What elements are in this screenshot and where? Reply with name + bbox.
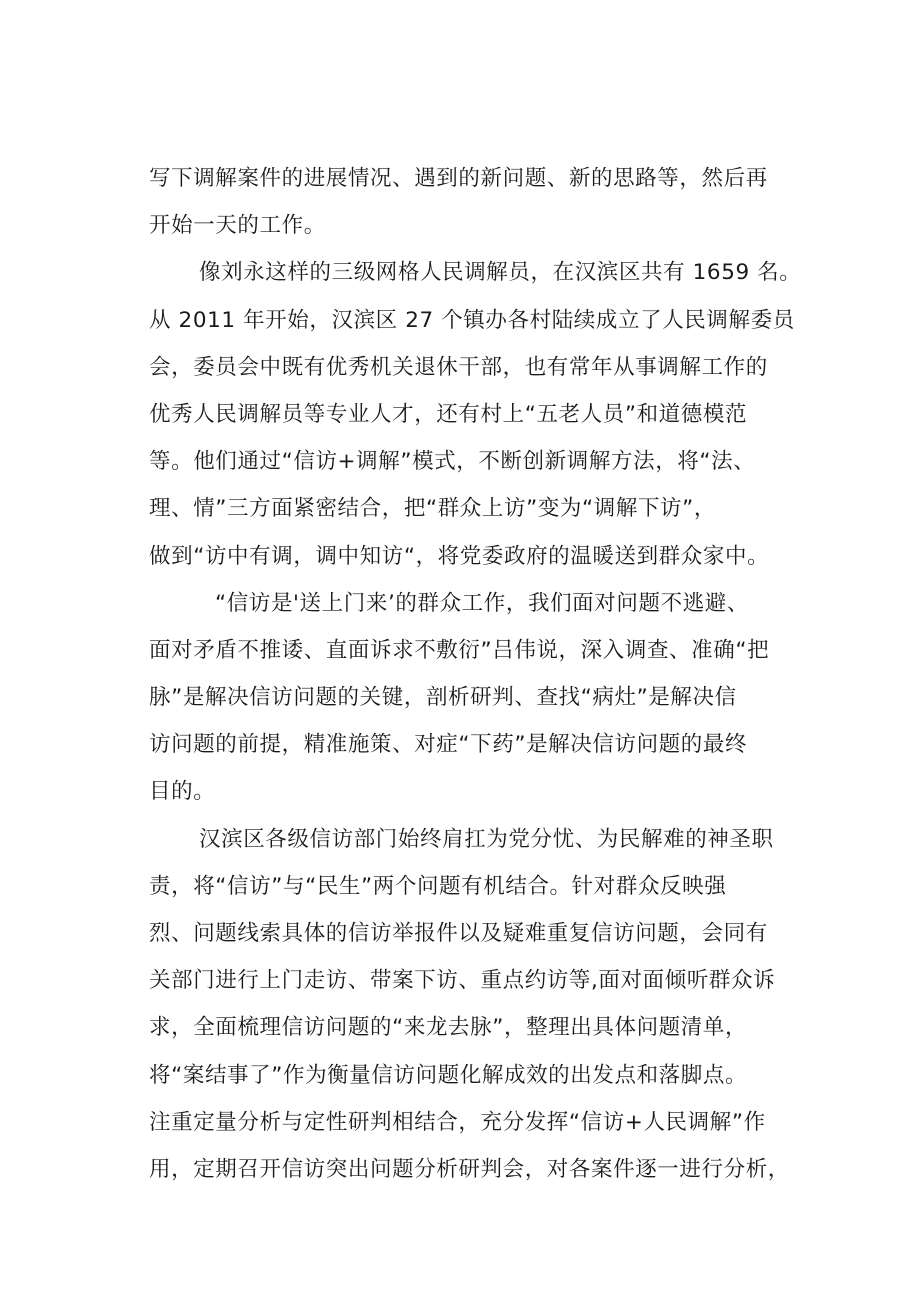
text-line: 面对矛盾不推诿、直面诉求不敷衍”吕伟说，深入调查、准确“把 [149, 637, 770, 663]
text-line: 会，委员会中既有优秀机关退休干部，也有常年从事调解工作的 [149, 354, 768, 380]
text-line: 将“案结事了”作为衡量信访问题化解成效的出发点和落脚点。 [149, 1062, 748, 1088]
text-line: 求，全面梳理信访问题的“来龙去脉”，整理出具体问题清单， [149, 1015, 748, 1041]
text-line: 开始一天的工作。 [149, 213, 326, 239]
article-body [149, 155, 829, 1193]
paragraph-start-line: “信访是'送上门来’的群众工作，我们面对问题不逃避、 [215, 590, 749, 616]
text-line: 目的。 [149, 779, 216, 805]
text-line: 理、情”三方面紧密结合，把“群众上访”变为“调解下访”， [149, 496, 716, 522]
paragraph-start-line: 像刘永这样的三级网格人民调解员，在汉滨区共有 1659 名。 [199, 260, 802, 286]
text-line: 注重定量分析与定性研判相结合，充分发挥“信访+人民调解”作 [149, 1109, 766, 1135]
paragraph-start-line: 汉滨区各级信访部门始终肩扛为党分忧、为民解难的神圣职 [199, 826, 774, 852]
text-line: 等。他们通过“信访+调解”模式，不断创新调解方法，将“法、 [149, 449, 756, 475]
text-line: 优秀人民调解员等专业人才，还有村上“五老人员”和道德模范 [149, 401, 748, 427]
text-line: 脉”是解决信访问题的关键，剖析研判、查找“病灶”是解决信 [149, 685, 737, 711]
text-line: 访问题的前提，精准施策、对症“下药”是解决信访问题的最终 [149, 732, 748, 758]
text-line: 烈、问题线索具体的信访举报件以及疑难重复信访问题，会同有 [149, 921, 768, 946]
text-line: 责，将“信访”与“民生”两个问题有机结合。针对群众反映强 [149, 873, 727, 899]
text-line: 做到“访中有调，调中知访“，将党委政府的温暖送到群众家中。 [149, 543, 770, 569]
text-line: 写下调解案件的进展情况、遇到的新问题、新的思路等，然后再 [149, 166, 768, 191]
text-line: 用，定期召开信访突出问题分析研判会，对各案件逐一进行分析， [149, 1156, 790, 1182]
text-line: 关部门进行上门走访、带案下访、重点约访等,面对面倾听群众诉 [149, 968, 776, 994]
text-line: 从 2011 年开始，汉滨区 27 个镇办各村陆续成立了人民调解委员 [149, 307, 795, 333]
